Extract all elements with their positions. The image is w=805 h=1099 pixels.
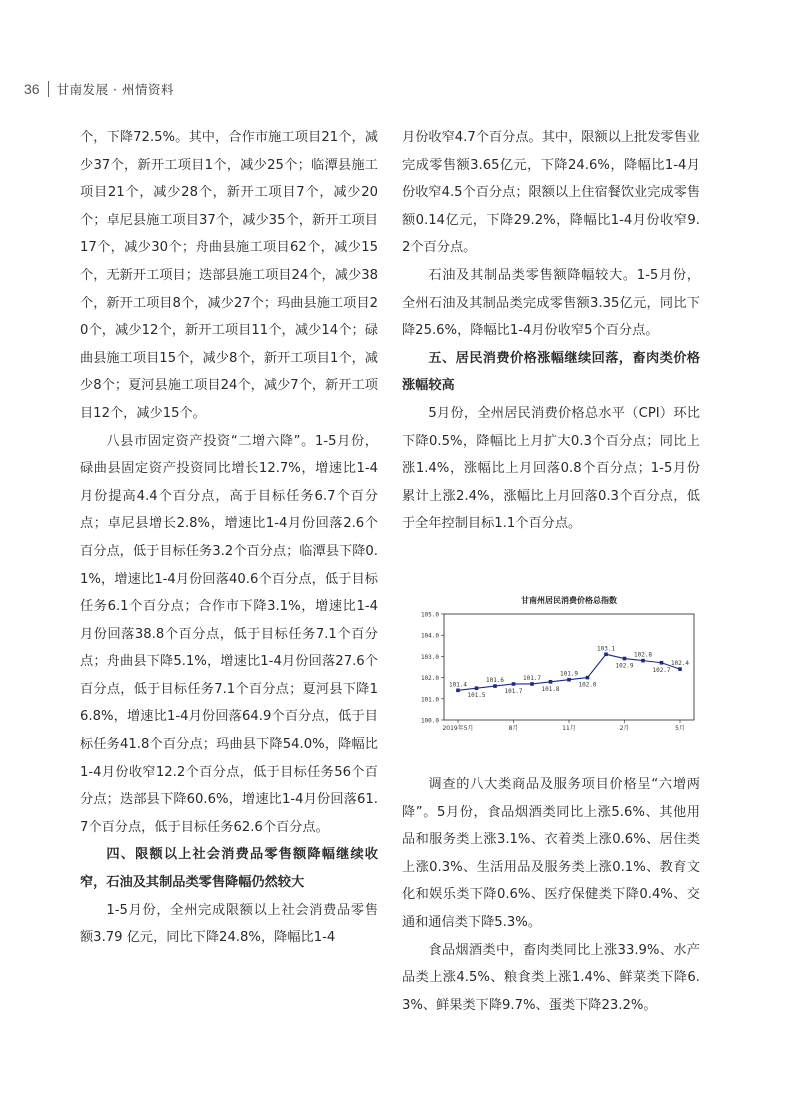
y-tick-label: 103.0: [420, 653, 439, 661]
data-point: [604, 652, 608, 656]
publication-title: 甘南发展 · 州情资料: [56, 82, 174, 97]
x-tick-label: 2月: [619, 725, 630, 732]
data-label: 101.6: [485, 677, 505, 685]
paragraph: 1-5月份，全州完成限额以上社会消费品零售额3.79 亿元，同比下降24.8%，降幅比1-4: [80, 902, 378, 946]
data-point: [660, 661, 664, 665]
data-point: [678, 667, 682, 671]
x-tick-label: 2019年5月: [442, 725, 474, 732]
data-label: 101.4: [448, 681, 468, 689]
data-point: [549, 680, 553, 684]
section-heading: 四、限额以上社会消费品零售额降幅继续收窄，石油及其制品类零售降幅仍然较大: [80, 847, 378, 891]
right-column-lower: [402, 771, 700, 1019]
data-point: [530, 682, 534, 686]
data-point: [567, 678, 571, 682]
page-number: 36: [24, 81, 40, 97]
cpi-chart-svg: [412, 592, 700, 734]
y-tick-label: 100.0: [420, 717, 439, 725]
data-label: 101.7: [522, 674, 542, 682]
data-point: [493, 684, 497, 688]
data-point: [475, 686, 479, 690]
data-label: 101.5: [467, 692, 486, 700]
header-divider: [48, 81, 49, 97]
data-label: 101.7: [504, 687, 523, 695]
cpi-chart: [412, 592, 700, 734]
data-point: [456, 689, 460, 693]
data-label: 102.7: [652, 666, 671, 674]
paragraph: 月份收窄4.7个百分点。其中，限额以上批发零售业完成零售额3.65亿元，下降24.6%，降幅比1-4月份收窄4.5个百分点；限额以上住宿餐饮业完成零售额0.14亿元，下降29.2%，降幅比1-4月份收窄9.2个百分点。: [402, 130, 700, 256]
paragraph: 个，下降72.5%。其中，合作市施工项目21个，减少37个，新开工项目1个，减少25个；临潭县施工项目21个，减少28个，新开工项目7个，减少20个；卓尼县施工项目37个，减少35个，新开工项目17个，减少30个；舟曲县施工项目62个，减少15个，无新开工项目；迭部县施工项目24个，减少38个，新开工项目8个，减少27个；玛曲县施工项目20个，减少12个，新开工项目11个，减少14个；碌曲县施工项目15个，减少8个，新开工项目1个，减少8个；夏河县施工项目24个，减少7个，新开工项目12个，减少15个。: [80, 130, 378, 421]
right-column: [402, 124, 700, 538]
data-point: [586, 676, 590, 680]
y-tick-label: 102.0: [420, 675, 439, 683]
data-label: 103.1: [596, 645, 616, 653]
x-tick-label: 5月: [675, 725, 685, 732]
data-label: 102.0: [578, 681, 597, 689]
left-column: [80, 124, 378, 952]
data-point: [623, 657, 627, 661]
data-label: 102.4: [670, 660, 690, 668]
data-point: [641, 659, 645, 663]
y-tick-label: 104.0: [420, 632, 439, 640]
data-point: [512, 682, 516, 686]
data-label: 102.8: [633, 651, 653, 659]
data-label: 102.9: [615, 662, 634, 670]
data-label: 101.9: [559, 670, 579, 678]
paragraph: 石油及其制品类零售额降幅较大。1-5月份，全州石油及其制品类完成零售额3.35亿元，同比下降25.6%，降幅比1-4月份收窄5个百分点。: [402, 267, 700, 339]
y-tick-label: 105.0: [420, 611, 439, 619]
y-tick-label: 101.0: [420, 696, 439, 704]
x-tick-label: 11月: [562, 725, 576, 732]
paragraph: 调查的八大类商品及服务项目价格呈“六增两降”。5月份，食品烟酒类同比上涨5.6%、其他用品和服务类上涨3.1%、衣着类上涨0.6%、居住类上涨0.3%、生活用品及服务类上涨0.1%、教育文化和娱乐类下降0.6%、医疗保健类下降0.4%、交通和通信类下降5.3%。: [402, 777, 700, 930]
x-tick-label: 8月: [508, 725, 519, 732]
data-label: 101.8: [541, 685, 560, 693]
paragraph: 八县市固定资产投资“二增六降”。1-5月份，碌曲县固定资产投资同比增长12.7%，增速比1-4月份提高4.4个百分点，高于目标任务6.7个百分点；卓尼县增长2.8%，增速比1-4月份回落2.6个百分点，低于目标任务3.2个百分点；临潭县下降0.1%，增速比1-4月份回落40.6个百分点，低于目标任务6.1个百分点；合作市下降3.1%，增速比1-4月份回落38.8个百分点，低于目标任务7.1个百分点；舟曲县下降5.1%，增速比1-4月份回落27.6个百分点，低于目标任务7.1个百分点；夏河县下降16.8%，增速比1-4月份回落64.9个百分点，低于目标任务41.8个百分点；玛曲县下降54.0%，降幅比1-4月份收窄12.2个百分点，低于目标任务56个百分点；迭部县下降60.6%，增速比1-4月份回落61.7个百分点，低于目标任务62.6个百分点。: [80, 433, 378, 835]
chart-title: 甘南州居民消费价格总指数: [521, 596, 617, 605]
paragraph: 食品烟酒类中，畜肉类同比上涨33.9%、水产品类上涨4.5%、粮食类上涨1.4%、鲜菜类下降6.3%、鲜果类下降9.7%、蛋类下降23.2%。: [402, 942, 700, 1013]
page-header: [24, 78, 174, 100]
paragraph: 5月份，全州居民消费价格总水平（CPI）环比下降0.5%，降幅比上月扩大0.3个百分点；同比上涨1.4%，涨幅比上月回落0.8个百分点；1-5月份累计上涨2.4%，涨幅比上月回落0.3个百分点，低于全年控制目标1.1个百分点。: [402, 405, 700, 532]
section-heading: 五、居民消费价格涨幅继续回落，畜肉类价格涨幅较高: [402, 350, 700, 394]
